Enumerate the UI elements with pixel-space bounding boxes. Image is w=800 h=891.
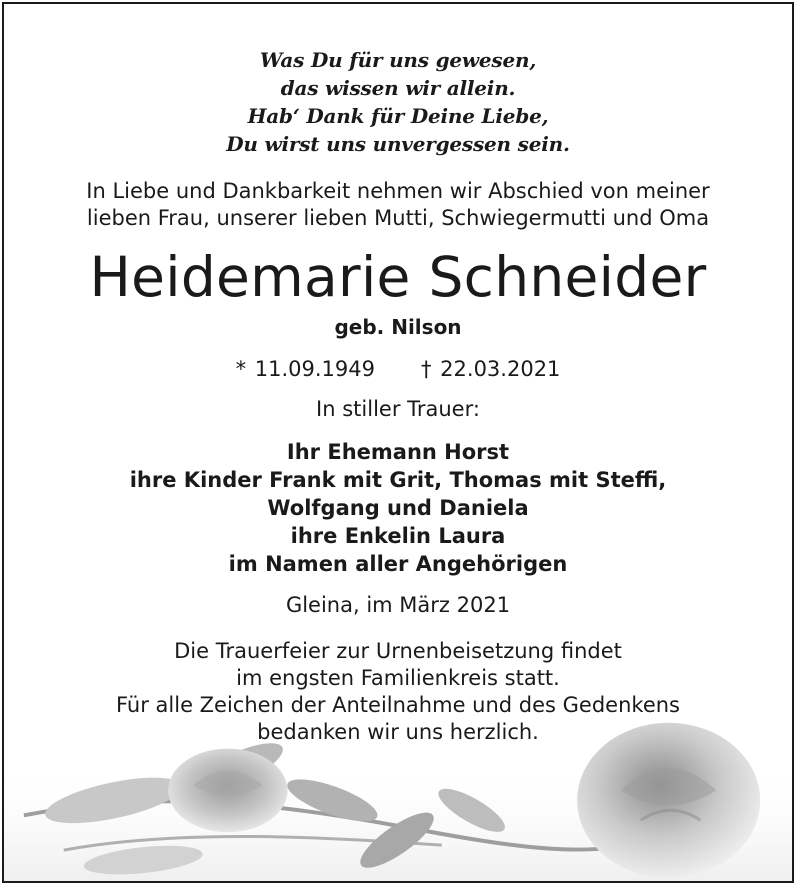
mourning-label: In stiller Trauer: [316,397,480,421]
maiden-name: geb. Nilson [334,315,462,339]
mourner-line: im Namen aller Angehörigen [228,552,568,576]
farewell-intro [4,178,792,232]
poem-line: Was Du für uns gewesen, [259,48,537,72]
mourner-line: ihre Enkelin Laura [290,524,506,548]
poem-line: Du wirst uns unvergessen sein. [226,132,570,156]
life-dates [4,356,792,382]
memorial-poem [4,46,792,158]
obituary-notice [2,2,794,883]
mourner-line: Wolfgang und Daniela [267,496,529,520]
ceremony-note [4,638,792,746]
poem-line: Hab‘ Dank für Deine Liebe, [247,104,549,128]
intro-line: lieben Frau, unserer lieben Mutti, Schwiegermutti und Oma [86,206,710,230]
intro-line: In Liebe und Dankbarkeit nehmen wir Abschied von meiner [86,179,710,203]
poem-line: das wissen wir allein. [280,76,516,100]
birth-date: * 11.09.1949 [235,357,375,381]
death-date: † 22.03.2021 [421,357,561,381]
ceremony-line: Für alle Zeichen der Anteilnahme und des Gedenkens [115,693,680,717]
ceremony-line: Die Trauerfeier zur Urnenbeisetzung findet [174,639,622,663]
mourner-line: ihre Kinder Frank mit Grit, Thomas mit Steffi, [129,468,667,492]
mourners-list [4,438,792,578]
ceremony-line: im engsten Familienkreis statt. [236,666,560,690]
ceremony-line: bedanken wir uns herzlich. [257,720,539,744]
deceased-name: Heidemarie Schneider [89,245,707,309]
mourner-line: Ihr Ehemann Horst [286,440,510,464]
place-date: Gleina, im März 2021 [285,593,511,617]
